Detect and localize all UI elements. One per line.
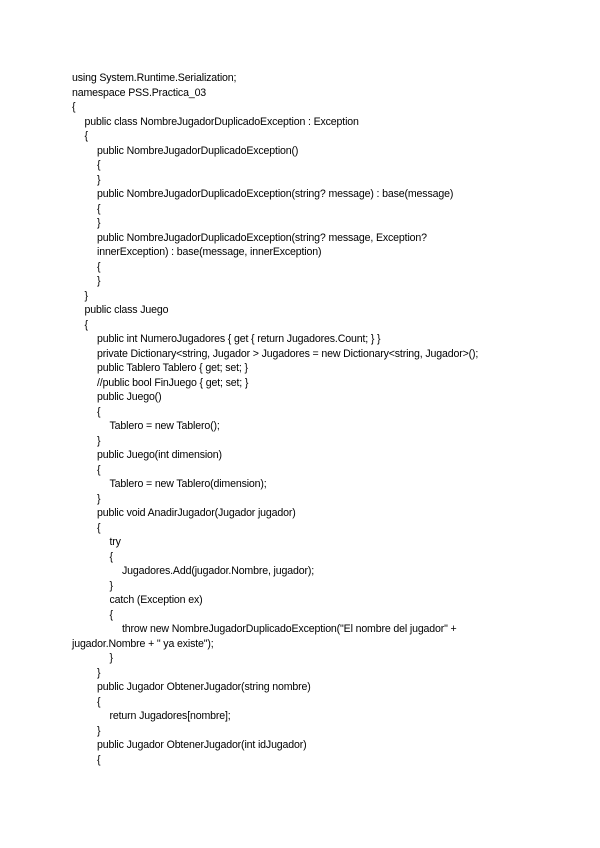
code-line: catch (Exception ex): [109, 594, 203, 606]
code-line: throw new NombreJugadorDuplicadoException("El nombre del jugador" +: [122, 623, 457, 635]
code-line: return Jugadores[nombre];: [109, 710, 231, 722]
code-line: public Tablero Tablero { get; set; }: [97, 362, 248, 374]
code-line: {: [84, 318, 88, 331]
code-line: {: [97, 521, 101, 534]
code-line: public Jugador ObtenerJugador(string nombre): [97, 681, 311, 693]
code-line: try: [109, 536, 121, 548]
code-line: public NombreJugadorDuplicadoException(string? message) : base(message): [97, 188, 454, 200]
code-line: public Jugador ObtenerJugador(int idJugador): [97, 739, 307, 751]
code-line: }: [109, 579, 113, 592]
code-line: }: [97, 275, 101, 287]
code-line: public class NombreJugadorDuplicadoException : Exception: [84, 115, 359, 128]
code-line: {: [97, 159, 101, 171]
code-line: public NombreJugadorDuplicadoException(): [97, 144, 299, 157]
code-line: Tablero = new Tablero();: [109, 420, 220, 432]
code-line: innerException) : base(message, innerException): [97, 246, 322, 258]
code-line: }: [97, 217, 101, 229]
code-line: }: [97, 492, 101, 505]
code-line: }: [97, 666, 101, 679]
code-line: using System.Runtime.Serialization;: [72, 72, 237, 84]
code-line: Jugadores.Add(jugador.Nombre, jugador);: [122, 565, 315, 577]
code-line: private Dictionary<string, Jugador > Jugadores = new Dictionary<string, Jugador>();: [97, 347, 479, 360]
code-line: {: [97, 753, 101, 766]
code-line: }: [97, 724, 101, 737]
code-listing: [72, 71, 592, 767]
code-line: public class Juego: [84, 304, 169, 316]
code-line: }: [84, 289, 88, 302]
code-line: {: [109, 608, 113, 621]
code-line: public Juego(): [97, 391, 162, 403]
code-line: {: [72, 101, 76, 113]
code-line: {: [84, 130, 88, 142]
code-line: public void AnadirJugador(Jugador jugador): [97, 507, 296, 519]
code-line: {: [97, 260, 101, 273]
code-line: {: [97, 202, 101, 215]
code-line: Tablero = new Tablero(dimension);: [109, 478, 267, 490]
code-line: {: [97, 405, 101, 418]
code-line: {: [97, 463, 101, 476]
code-line: {: [97, 695, 101, 708]
code-line: public Juego(int dimension): [97, 449, 222, 461]
code-line: namespace PSS.Practica_03: [72, 86, 207, 99]
code-line: }: [97, 434, 101, 447]
code-line: }: [109, 652, 113, 664]
code-line: }: [97, 173, 101, 186]
code-line: public int NumeroJugadores { get { return Jugadores.Count; } }: [97, 333, 381, 345]
code-line: public NombreJugadorDuplicadoException(string? message, Exception?: [97, 231, 427, 244]
code-line: {: [109, 550, 113, 563]
code-line: jugador.Nombre + " ya existe");: [72, 637, 214, 650]
code-line: //public bool FinJuego { get; set; }: [97, 376, 249, 389]
